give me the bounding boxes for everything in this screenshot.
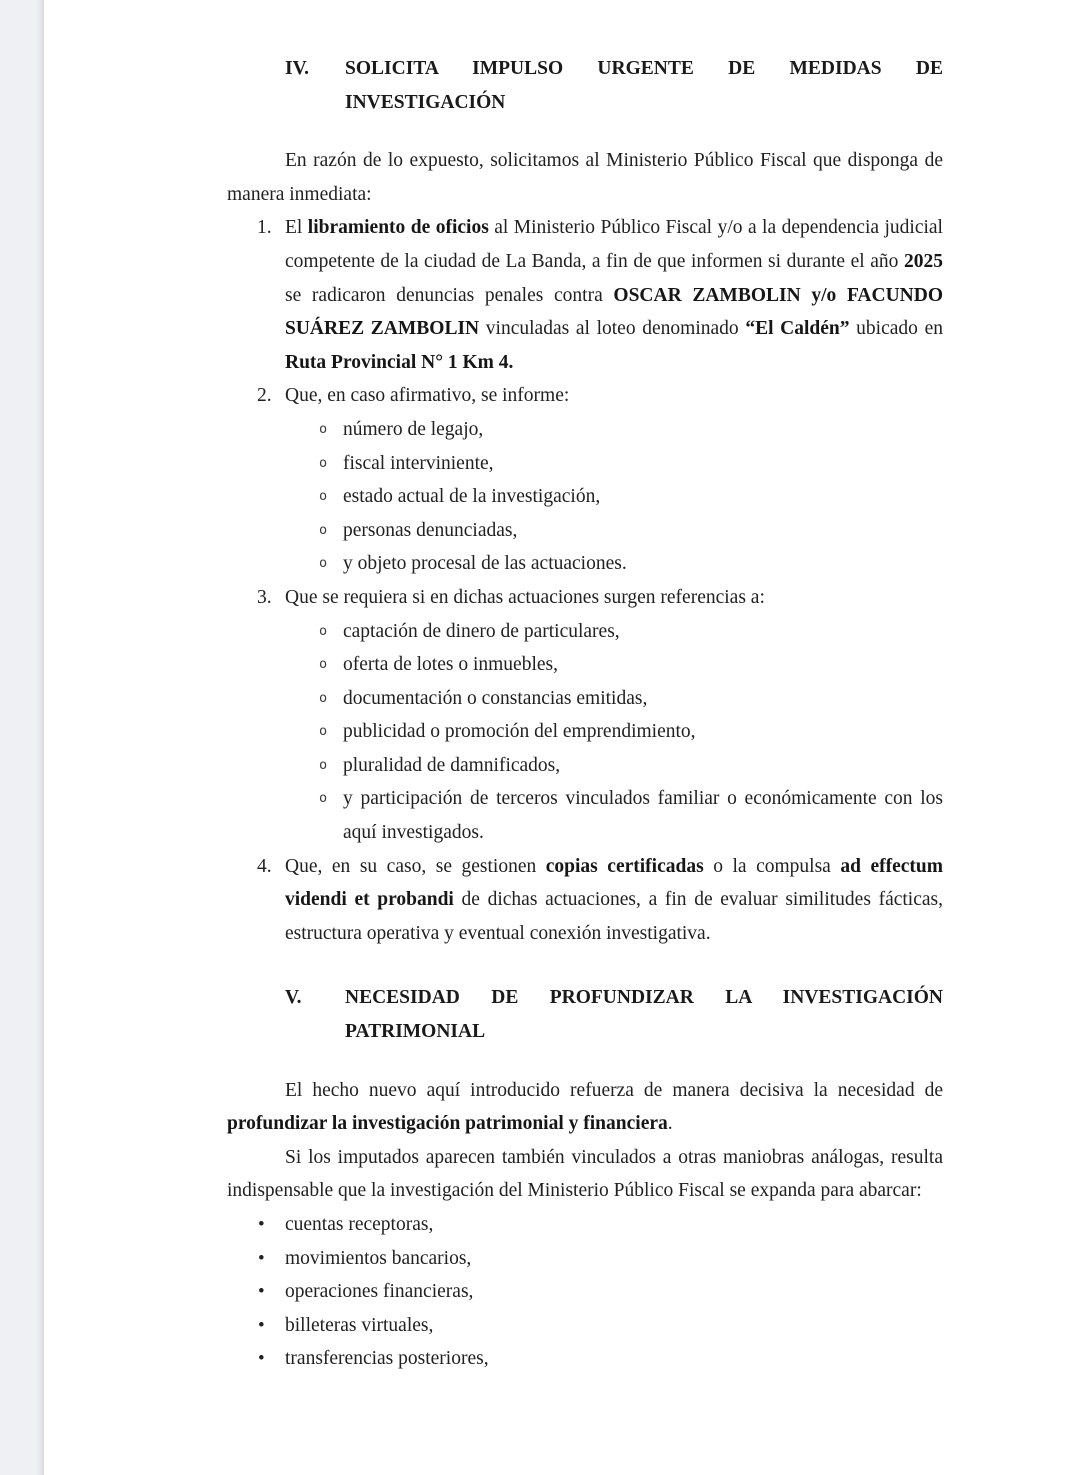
sub-bullet-item — [227, 715, 943, 749]
numbered-item-1 — [227, 211, 943, 379]
bullet-text: operaciones financieras, — [285, 1281, 474, 1303]
numbered-item-3 — [227, 581, 943, 615]
document-page — [44, 0, 1080, 1475]
sub-bullet-item — [227, 648, 943, 682]
bullet-marker: • — [258, 1281, 265, 1303]
item-2-text: Que, en caso afirmativo, se informe: — [285, 385, 570, 407]
paragraph-v2: Si los imputados aparecen también vinculados a otras maniobras análogas, resulta indispensable que la investigación del Ministerio Público Fiscal se expanda para abarcar: — [227, 1146, 943, 1202]
sub-item-text: publicidad o promoción del emprendimiento, — [343, 721, 696, 743]
heading-v-numeral: V. — [285, 987, 302, 1009]
heading-iv-line1: SOLICITA IMPULSO URGENTE DE MEDIDAS DE — [345, 58, 943, 79]
circle-bullet-marker: o — [319, 790, 328, 807]
sub-bullet-item — [227, 749, 943, 783]
document-body — [227, 52, 943, 1376]
sub-bullet-item — [227, 447, 943, 481]
circle-bullet-marker: o — [319, 555, 328, 572]
bullet-text: movimientos bancarios, — [285, 1247, 472, 1269]
bullet-marker: • — [258, 1314, 265, 1336]
numbered-item-4 — [227, 850, 943, 951]
sub-bullet-item — [227, 514, 943, 548]
section-heading-v — [227, 981, 943, 1048]
sub-item-text: y participación de terceros vinculados familiar o económicamente con los aquí investigados. — [343, 788, 943, 844]
bullet-item — [227, 1275, 943, 1309]
bullet-item — [227, 1309, 943, 1343]
sub-bullet-item — [227, 413, 943, 447]
sub-bullet-item — [227, 615, 943, 649]
paragraph-intro: En razón de lo expuesto, solicitamos al Ministerio Público Fiscal que disponga de manera inmediata: — [227, 150, 943, 205]
circle-bullet-marker: o — [319, 454, 328, 471]
sub-item-text: número de legajo, — [343, 418, 484, 440]
sub-item-text: pluralidad de damnificados, — [343, 754, 561, 776]
bullet-item — [227, 1342, 943, 1376]
item-4-text: Que, en su caso, se gestionen copias certificadas o la compulsa ad effectum videndi et probandi de dichas actuaciones, a fin de evaluar similitudes fácticas, estructura operativa y eventual conexión investigativa. — [285, 855, 943, 944]
sub-item-text: y objeto procesal de las actuaciones. — [343, 553, 627, 575]
heading-v-line1: NECESIDAD DE PROFUNDIZAR LA INVESTIGACIÓN — [345, 987, 943, 1009]
item-2-number: 2. — [257, 385, 272, 407]
bullet-text: cuentas receptoras, — [285, 1214, 434, 1235]
circle-bullet-marker: o — [319, 756, 328, 773]
heading-iv-numeral: IV. — [285, 58, 310, 79]
item-4-number: 4. — [257, 855, 272, 877]
bullet-marker: • — [258, 1348, 265, 1370]
circle-bullet-marker: o — [319, 622, 328, 639]
sub-item-text: personas denunciadas, — [343, 519, 518, 541]
item-1-text: El libramiento de oficios al Ministerio Público Fiscal y/o a la dependencia judicial competente de la ciudad de La Banda, a fin de que informen si durante el año 2025 se radicaron denuncias penales contra OSCAR ZAMBOLIN y/o FACUNDO SUÁREZ ZAMBOLIN vinculadas al loteo denominado “El Caldén” ubicado en Ruta Provincial N° 1 Km 4. — [285, 217, 943, 373]
bullet-item — [227, 1242, 943, 1276]
bullet-text: billeteras virtuales, — [285, 1314, 434, 1336]
heading-v-line2: PATRIMONIAL — [345, 1021, 486, 1043]
circle-bullet-marker: o — [319, 521, 328, 538]
sub-item-text: estado actual de la investigación, — [343, 486, 601, 508]
sub-bullet-item — [227, 782, 943, 849]
sub-item-text: captación de dinero de particulares, — [343, 620, 620, 642]
circle-bullet-marker: o — [319, 689, 328, 706]
sub-item-text: fiscal interviniente, — [343, 452, 494, 474]
sub-bullet-item — [227, 682, 943, 716]
bullet-text: transferencias posteriores, — [285, 1348, 489, 1370]
sub-item-text: documentación o constancias emitidas, — [343, 687, 648, 709]
sub-bullet-item — [227, 547, 943, 581]
item-1-number: 1. — [257, 217, 272, 239]
paragraph-v1: El hecho nuevo aquí introducido refuerza de manera decisiva la necesidad de profundizar la investigación patrimonial y financiera. — [227, 1079, 943, 1135]
bullet-item — [227, 1208, 943, 1242]
circle-bullet-marker: o — [319, 420, 328, 437]
section-heading-iv — [227, 52, 943, 119]
scan-margin-strip — [0, 0, 44, 1475]
numbered-item-2 — [227, 379, 943, 413]
item-3-text: Que se requiera si en dichas actuaciones surgen referencias a: — [285, 586, 765, 608]
bullet-marker: • — [258, 1247, 265, 1269]
circle-bullet-marker: o — [319, 723, 328, 740]
sub-item-text: oferta de lotes o inmuebles, — [343, 654, 558, 676]
circle-bullet-marker: o — [319, 656, 328, 673]
heading-iv-line2: INVESTIGACIÓN — [345, 91, 506, 113]
circle-bullet-marker: o — [319, 488, 328, 505]
bullet-marker: • — [258, 1214, 265, 1235]
item-3-number: 3. — [257, 586, 272, 608]
sub-bullet-item — [227, 480, 943, 514]
